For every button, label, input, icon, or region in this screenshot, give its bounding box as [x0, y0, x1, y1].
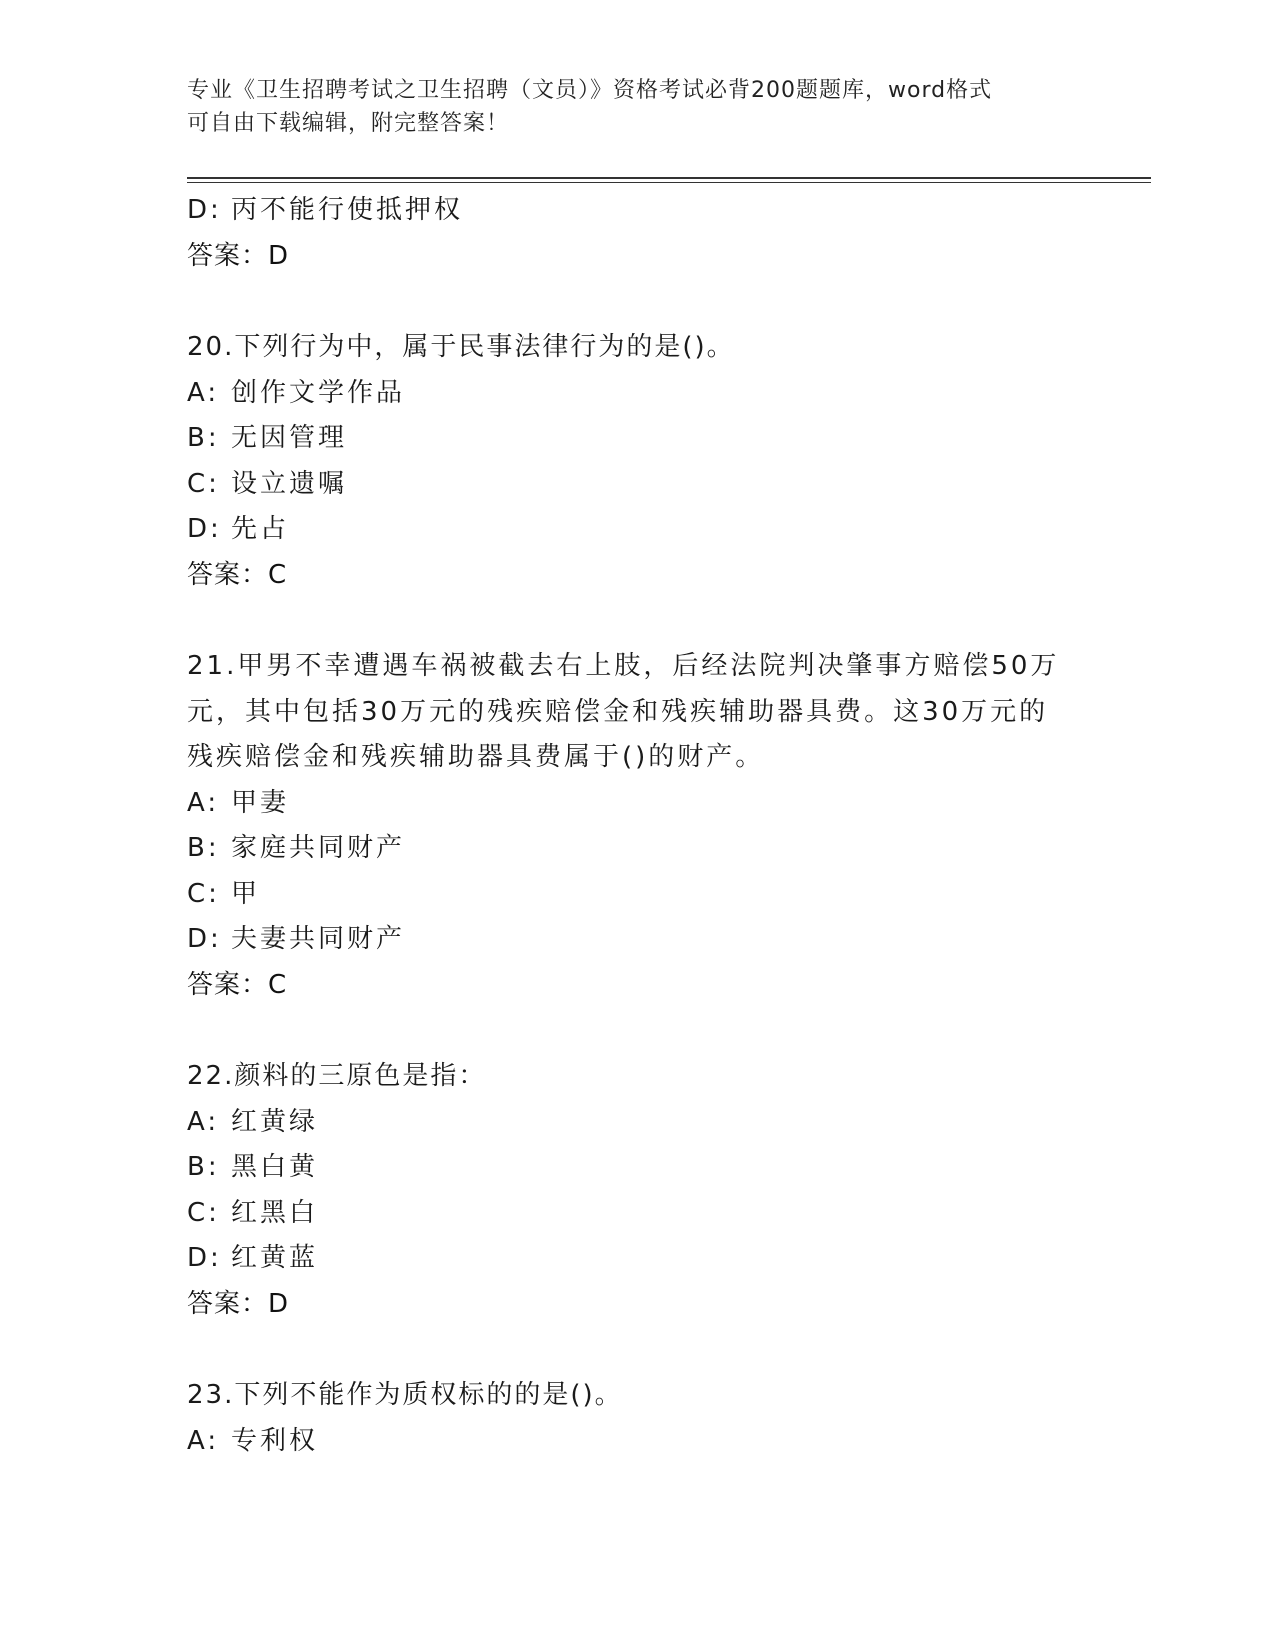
option-label: D:	[187, 514, 222, 544]
option-text: 丙不能行使抵押权	[231, 195, 464, 225]
answer-line: 答案：C	[187, 969, 288, 1000]
option-text: 红黄绿	[231, 1106, 319, 1137]
option-text: 夫妻共同财产	[231, 924, 406, 954]
option-d	[187, 917, 1077, 963]
question-list	[187, 188, 1077, 1510]
option-c	[187, 1191, 1077, 1237]
option-text: 红黑白	[231, 1197, 319, 1228]
question-stem: 23.下列不能作为质权标的的是()。	[187, 1380, 623, 1410]
option-text: 红黄蓝	[231, 1243, 319, 1273]
option-d	[187, 1236, 1077, 1282]
option-label: A:	[187, 1106, 220, 1137]
header-divider-thick	[187, 177, 1151, 179]
option-b	[187, 1145, 1077, 1191]
answer-line: 答案：D	[187, 1288, 290, 1319]
option-d	[187, 507, 1077, 553]
header-line-1: 专业《卫生招聘考试之卫生招聘（文员）》资格考试必背200题题库，word格式	[187, 78, 993, 103]
option-text: 甲妻	[231, 787, 290, 818]
option-text: 无因管理	[231, 423, 348, 453]
question-stem-line-3: 残疾赔偿金和残疾辅助器具费属于()的财产。	[187, 742, 765, 772]
option-text: 黑白黄	[231, 1152, 319, 1182]
question-22	[187, 1054, 1077, 1327]
option-d	[187, 188, 1077, 234]
option-label: A:	[187, 787, 220, 818]
header-divider-thin	[187, 182, 1151, 183]
option-text: 家庭共同财产	[231, 833, 406, 863]
question-20	[187, 325, 1077, 598]
previous-question-tail	[187, 188, 1077, 279]
option-label: D:	[187, 1243, 222, 1273]
option-text: 先占	[231, 514, 290, 544]
question-stem-line-1: 21.甲男不幸遭遇车祸被截去右上肢，后经法院判决肇事方赔偿50万	[187, 651, 1060, 681]
option-label: D:	[187, 924, 222, 954]
question-21	[187, 644, 1077, 1008]
option-label: B:	[187, 1152, 220, 1182]
option-text: 设立遗嘱	[231, 468, 348, 499]
option-label: A:	[187, 377, 220, 408]
option-c	[187, 872, 1077, 918]
answer-line: 答案：C	[187, 559, 288, 590]
option-label: A:	[187, 1425, 220, 1456]
document-header	[187, 74, 1077, 140]
option-text: 专利权	[231, 1425, 319, 1456]
option-text: 创作文学作品	[231, 377, 406, 408]
question-stem-line-2: 元，其中包括30万元的残疾赔偿金和残疾辅助器具费。这30万元的	[187, 696, 1049, 727]
option-label: C:	[187, 878, 220, 909]
question-stem: 22.颜料的三原色是指：	[187, 1061, 487, 1091]
option-label: B:	[187, 423, 220, 453]
option-a	[187, 371, 1077, 417]
option-text: 甲	[231, 878, 261, 909]
option-a	[187, 1419, 1077, 1465]
option-a	[187, 781, 1077, 827]
answer-line: 答案：D	[187, 240, 290, 271]
option-b	[187, 826, 1077, 872]
option-label: C:	[187, 1197, 220, 1228]
question-stem: 20.下列行为中，属于民事法律行为的是()。	[187, 332, 735, 362]
option-label: D:	[187, 195, 222, 225]
option-c	[187, 462, 1077, 508]
option-a	[187, 1100, 1077, 1146]
option-label: C:	[187, 468, 220, 499]
option-label: B:	[187, 833, 220, 863]
question-23	[187, 1373, 1077, 1464]
option-b	[187, 416, 1077, 462]
header-line-2: 可自由下载编辑，附完整答案！	[187, 111, 510, 136]
